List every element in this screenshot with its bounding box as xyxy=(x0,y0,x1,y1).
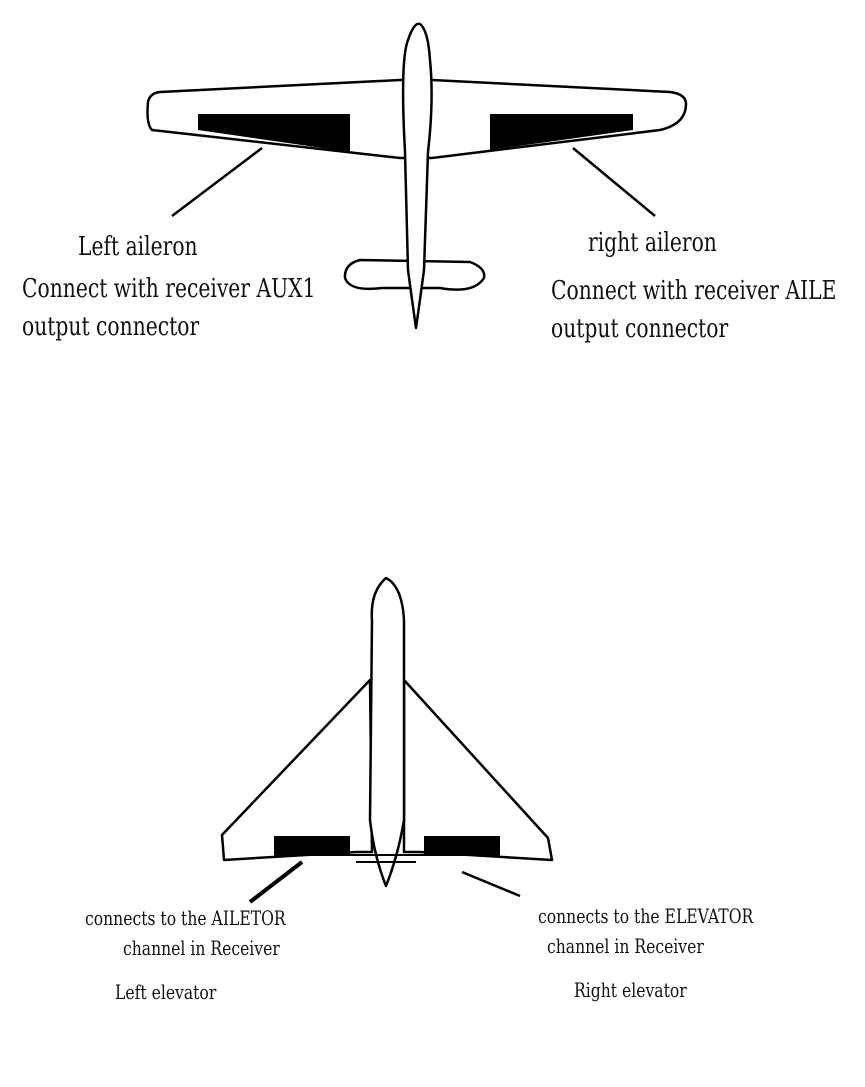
left-elevator-leader xyxy=(250,862,302,902)
delta-wing xyxy=(222,578,552,886)
delta-fuselage xyxy=(370,578,404,886)
left-aileron-connector: output connector xyxy=(22,312,200,342)
left-elevator xyxy=(274,836,350,856)
left-elevator-channel: channel in Receiver xyxy=(123,936,280,960)
left-elevator-connection: connects to the AILETOR xyxy=(85,906,286,930)
right-elevator xyxy=(424,836,500,856)
right-aileron-leader xyxy=(573,148,655,216)
right-elevator-channel: channel in Receiver xyxy=(547,934,704,958)
right-aileron-connector: output connector xyxy=(551,314,729,344)
right-elevator-title: Right elevator xyxy=(574,978,687,1002)
left-delta-wing xyxy=(222,680,372,860)
left-aileron xyxy=(198,114,350,152)
left-aileron-connection: Connect with receiver AUX1 xyxy=(22,274,316,304)
right-aileron-title: right aileron xyxy=(588,228,717,258)
left-aileron-title: Left aileron xyxy=(78,232,198,262)
right-aileron-connection: Connect with receiver AILE xyxy=(551,276,837,306)
right-aileron xyxy=(490,114,633,150)
right-elevator-connection: connects to the ELEVATOR xyxy=(538,904,754,928)
right-delta-wing xyxy=(404,680,552,860)
left-elevator-title: Left elevator xyxy=(115,980,217,1004)
right-elevator-leader xyxy=(462,872,520,896)
left-aileron-leader xyxy=(172,148,262,216)
